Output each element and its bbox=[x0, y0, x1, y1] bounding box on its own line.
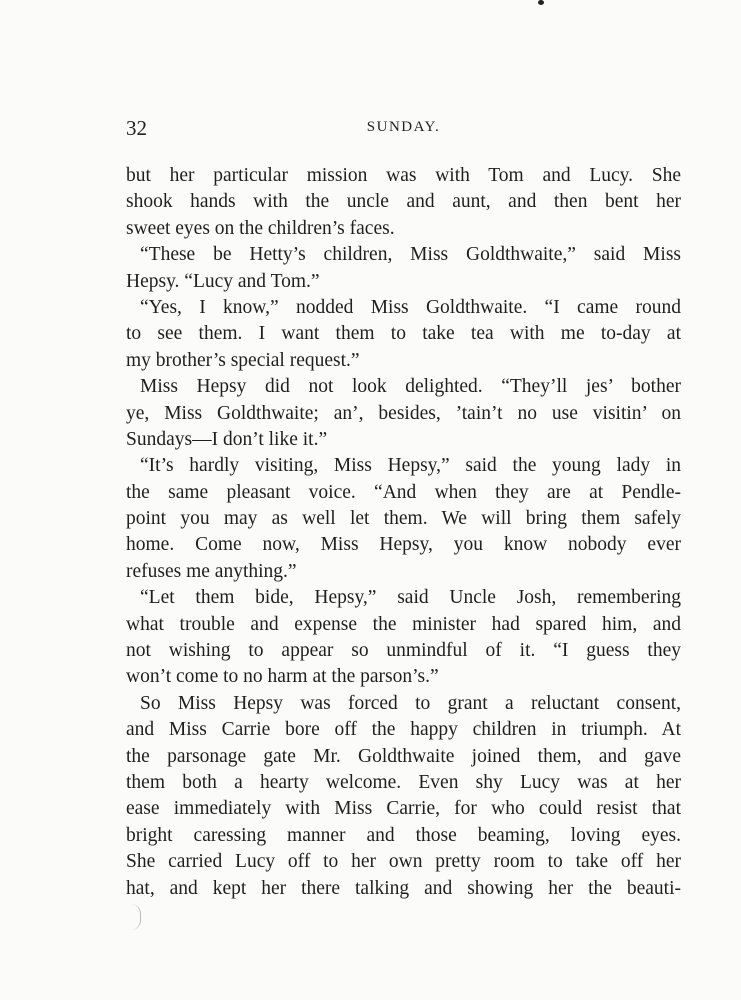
text-line: “These be Hetty’s children, Miss Goldthwaite,” said Miss bbox=[140, 244, 681, 266]
running-head: SUNDAY. bbox=[366, 119, 441, 135]
text-line: not wishing to appear so unmindful of it. “I guess they bbox=[126, 640, 681, 662]
text-line: shook hands with the uncle and aunt, and then bent her bbox=[126, 191, 681, 213]
text-line: ease immediately with Miss Carrie, for who could resist that bbox=[126, 798, 681, 820]
text-line: home. Come now, Miss Hepsy, you know nobody ever bbox=[126, 534, 681, 556]
body-text bbox=[126, 163, 681, 902]
ink-speck bbox=[538, 0, 544, 5]
text-line: the same pleasant voice. “And when they are at Pendle- bbox=[126, 481, 681, 503]
text-line: So Miss Hepsy was forced to grant a reluctant consent, bbox=[140, 692, 681, 714]
page-header bbox=[126, 116, 681, 142]
text-line: refuses me anything.” bbox=[126, 560, 297, 582]
text-line: Sundays—I don’t like it.” bbox=[126, 428, 328, 450]
text-line: my brother’s special request.” bbox=[126, 349, 360, 371]
text-line: Miss Hepsy did not look delighted. “They’ll jes’ bother bbox=[140, 376, 681, 398]
text-line: bright caressing manner and those beaming, loving eyes. bbox=[126, 824, 681, 846]
text-line: them both a hearty welcome. Even shy Lucy was at her bbox=[126, 771, 681, 793]
text-line: “Yes, I know,” nodded Miss Goldthwaite. “I came round bbox=[140, 296, 681, 318]
text-line: and Miss Carrie bore off the happy children in triumph. At bbox=[126, 719, 681, 741]
text-line: the parsonage gate Mr. Goldthwaite joined them, and gave bbox=[126, 745, 681, 767]
text-line: sweet eyes on the children’s faces. bbox=[126, 217, 395, 239]
text-line: but her particular mission was with Tom and Lucy. She bbox=[126, 165, 681, 186]
text-line: to see them. I want them to take tea with me to-day at bbox=[126, 323, 681, 345]
page-number: 32 bbox=[126, 116, 147, 140]
text-line: “Let them bide, Hepsy,” said Uncle Josh, remembering bbox=[140, 587, 681, 609]
text-line: Hepsy. “Lucy and Tom.” bbox=[126, 270, 320, 292]
text-line: hat, and kept her there talking and showing her the beauti- bbox=[126, 877, 681, 899]
text-line: point you may as well let them. We will bring them safely bbox=[126, 508, 681, 530]
text-line: what trouble and expense the minister had spared him, and bbox=[126, 613, 681, 635]
text-line: She carried Lucy off to her own pretty room to take off her bbox=[126, 851, 681, 873]
text-line: won’t come to no harm at the parson’s.” bbox=[126, 666, 439, 688]
text-line: “It’s hardly visiting, Miss Hepsy,” said the young lady in bbox=[140, 455, 681, 477]
text-line: ye, Miss Goldthwaite; an’, besides, ’tain’t no use visitin’ on bbox=[126, 402, 681, 424]
margin-pencil-mark bbox=[128, 904, 141, 930]
